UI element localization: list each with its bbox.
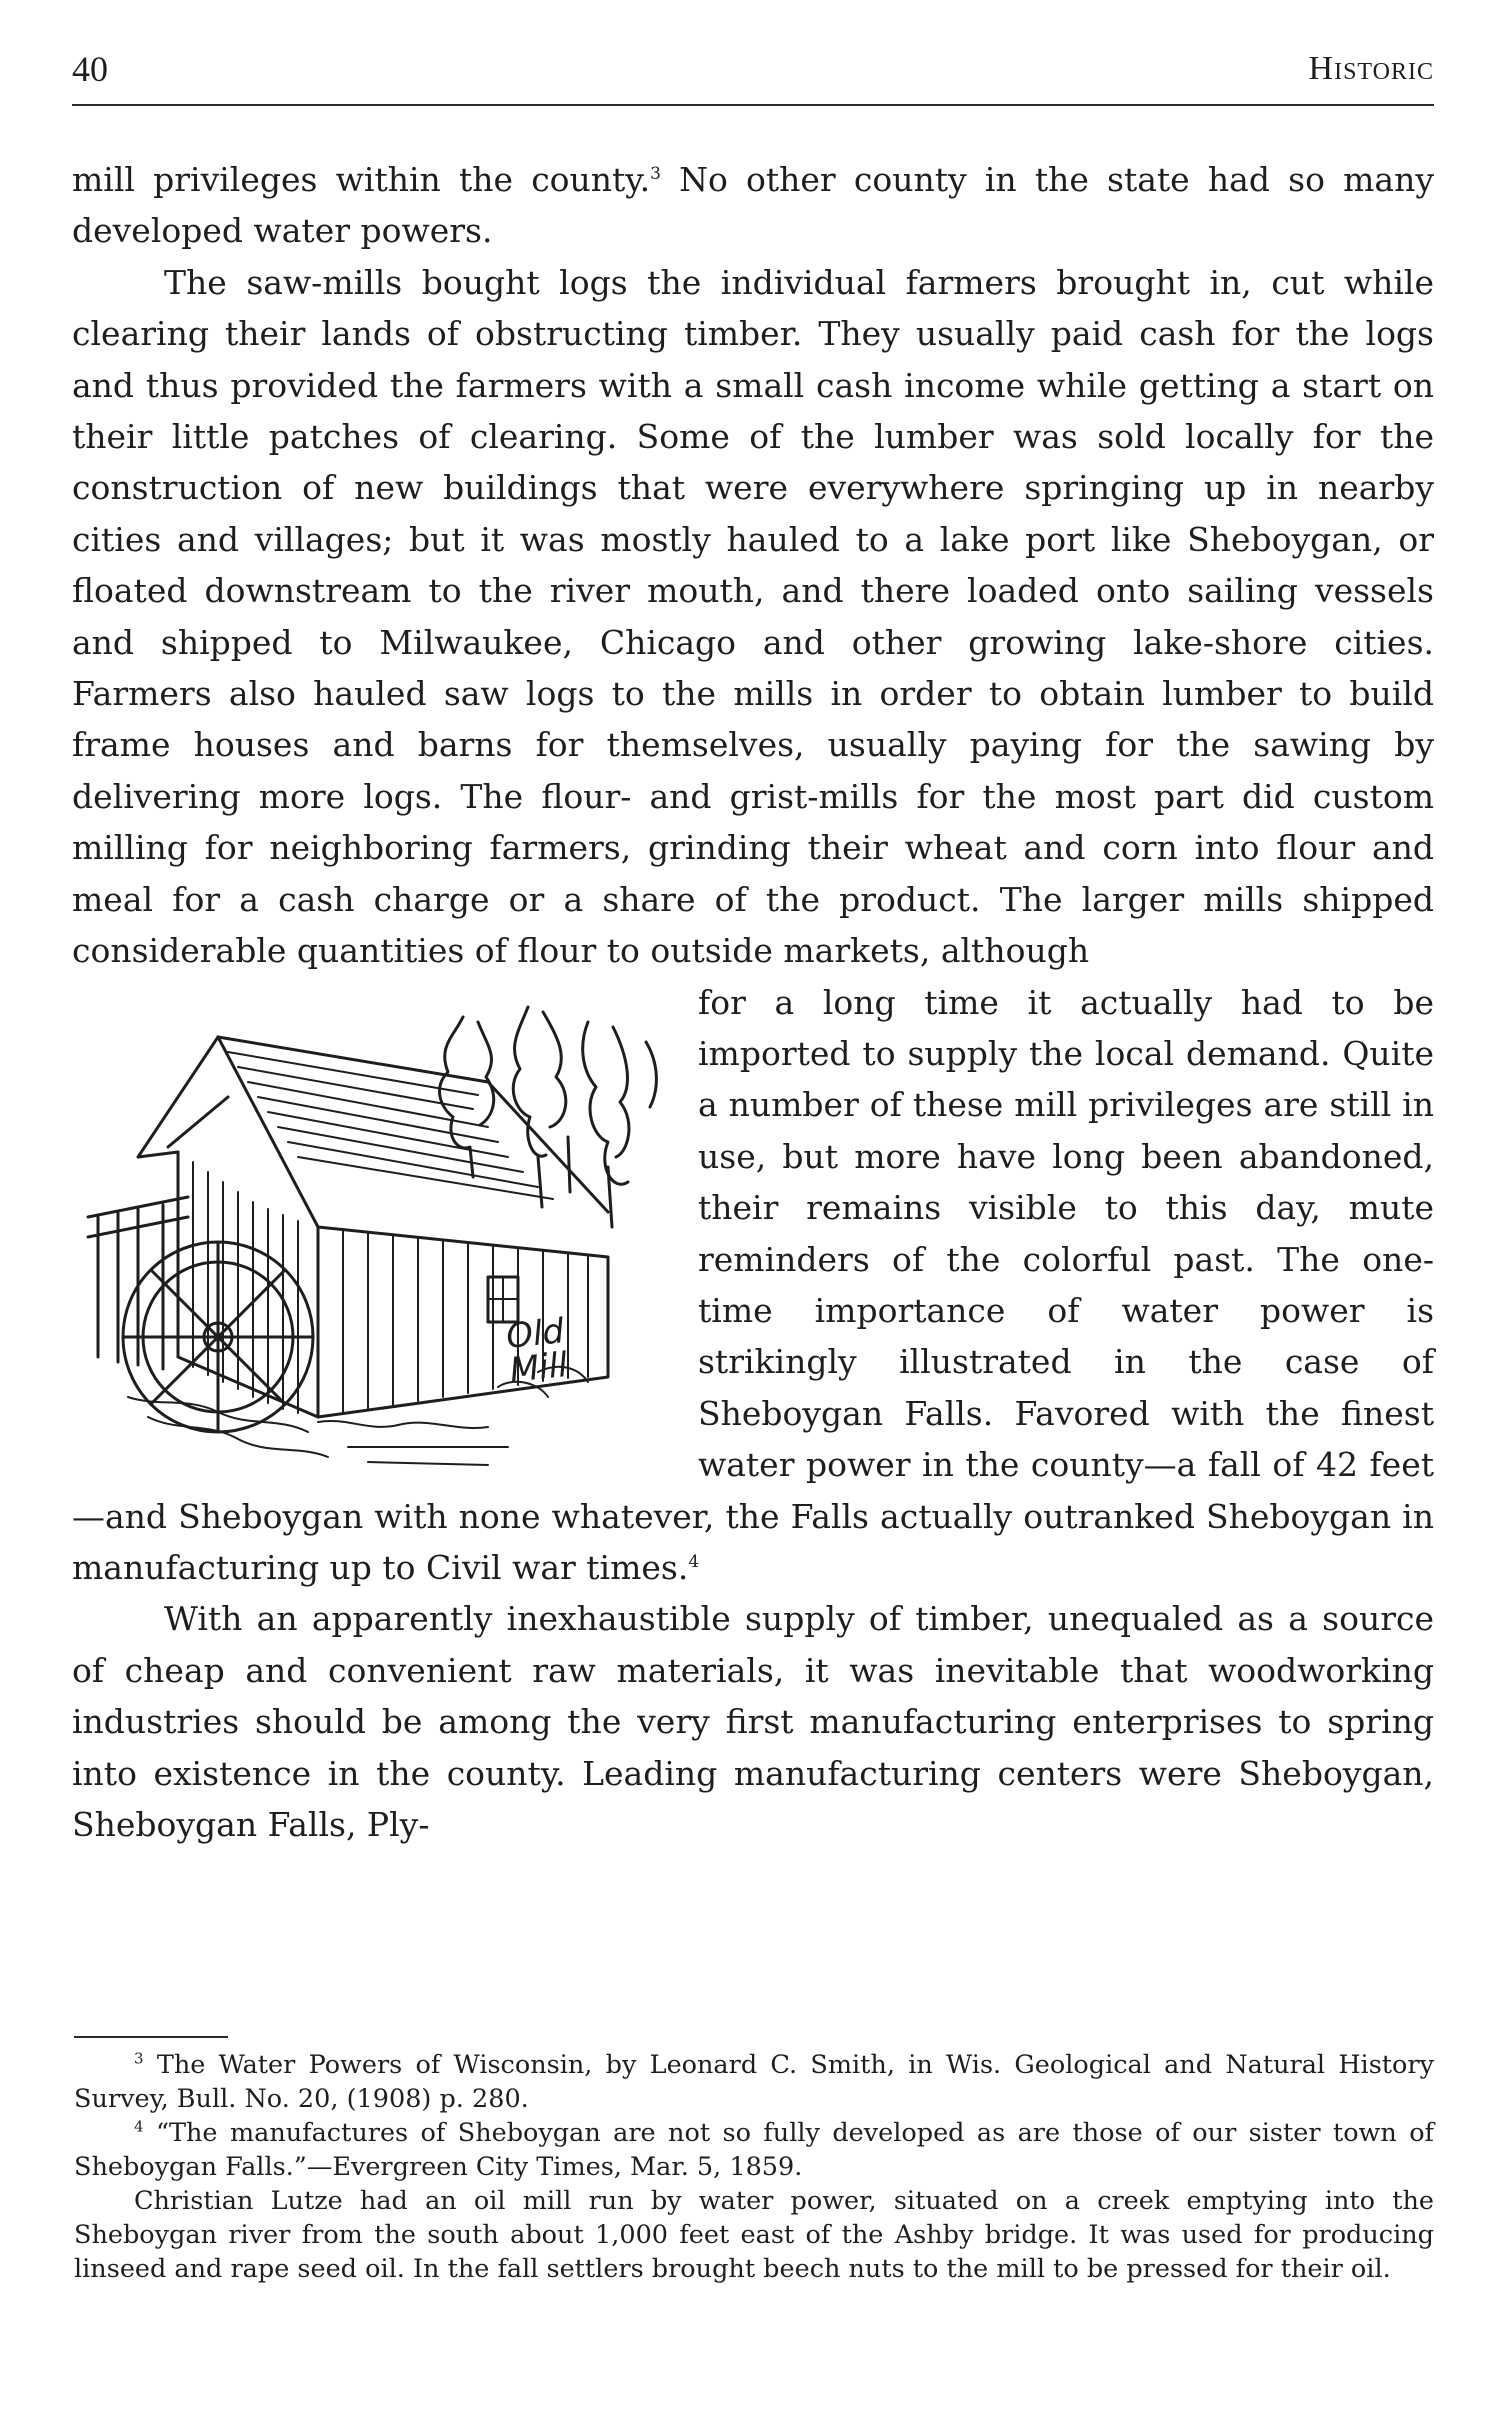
body-text <box>72 154 1434 1850</box>
paragraph-1-text-a: mill privileges within the county. <box>72 160 651 199</box>
footnote-4-continuation <box>74 2184 1434 2286</box>
old-mill-drawing <box>68 977 678 1477</box>
footnote-mark: 3 <box>134 2049 144 2068</box>
footnote-mark: 4 <box>134 2117 144 2136</box>
footnote-ref-4[interactable]: 4 <box>688 1551 700 1572</box>
paragraph-4: With an apparently inexhaustible supply of timber, unequaled as a source of cheap and convenient raw materials, it was inevitable that woodworking industries should be among the very first manufacturing enterprises to spring into existence in the county. Leading manufacturing centers were Sheboygan, Sheboygan Falls, Ply- <box>72 1599 1434 1844</box>
paragraph-2: The saw-mills bought logs the individual farmers brought in, cut while clearing their lands of obstructing timber. They usually paid cash for the logs and thus provided the farmers with a small cash income while getting a start on their little patches of clearing. Some of the lumber was sold locally for the construction of new buildings that were everywhere springing up in nearby cities and villages; but it was mostly hauled to a lake port like Sheboygan, or floated downstream to the river mouth, and there loaded onto sailing vessels and shipped to Milwaukee, Chicago and other growing lake-shore cities. Farmers also hauled saw logs to the mills in order to obtain lumber to build frame houses and barns for themselves, usually paying for the sawing by delivering more logs. The flour- and grist-mills for the most part did custom milling for neighboring farmers, grinding their wheat and corn into flour and meal for a cash charge or a share of the product. The larger mills shipped considerable quantities of flour to outside markets, although <box>72 262 1434 971</box>
figure-caption-line-2: Mill <box>507 1344 570 1391</box>
figure-caption-line-1: Old <box>504 1310 566 1357</box>
footnote-3 <box>74 2048 1434 2116</box>
footnote-4 <box>74 2116 1434 2184</box>
footnote-text: The Water Powers of Wisconsin, by Leonard C. Smith, in Wis. Geological and Natural History Survey, Bull. No. 20, (1908) p. 280. <box>74 2050 1434 2114</box>
page-header <box>72 40 1434 106</box>
footnote-divider <box>74 2036 228 2038</box>
page-number: 40 <box>72 49 108 89</box>
paragraph-1-text-b: No other county in the state had so many developed water powers. <box>72 160 1434 251</box>
footnote-text: “The manufactures of Sheboygan are not so fully developed as are those of our sister town of Sheboygan Falls.”—Evergreen City Times, Mar. 5, 1859. <box>74 2118 1434 2182</box>
footnote-text: Christian Lutze had an oil mill run by water power, situated on a creek emptying into the Sheboygan river from the south about 1,000 feet east of the Ashby bridge. It was used for producing linseed and rape seed oil. In the fall settlers brought beech nuts to the mill to be pressed for their oil. <box>74 2186 1434 2284</box>
footnotes <box>74 2048 1434 2286</box>
paragraph-3-text: for a long time it actually had to be imported to supply the local demand. Quite a number of these mill privileges are still in use, but more have long been abandoned, their remains visible to this day, mute reminders of the colorful past. The one-time importance of water power is strikingly illustrated in the case of Sheboygan Falls. Favored with the finest water power in the county—a fall of 42 feet—and Sheboygan with none whatever, the Falls actually outranked Sheboygan in manufacturing up to Civil war times. <box>72 982 1434 1587</box>
old-mill-illustration <box>68 977 678 1485</box>
figure-caption <box>504 1310 570 1391</box>
paragraph-1 <box>72 154 1434 257</box>
running-head: Historic <box>1308 50 1434 87</box>
footnote-ref-3[interactable]: 3 <box>650 164 661 184</box>
